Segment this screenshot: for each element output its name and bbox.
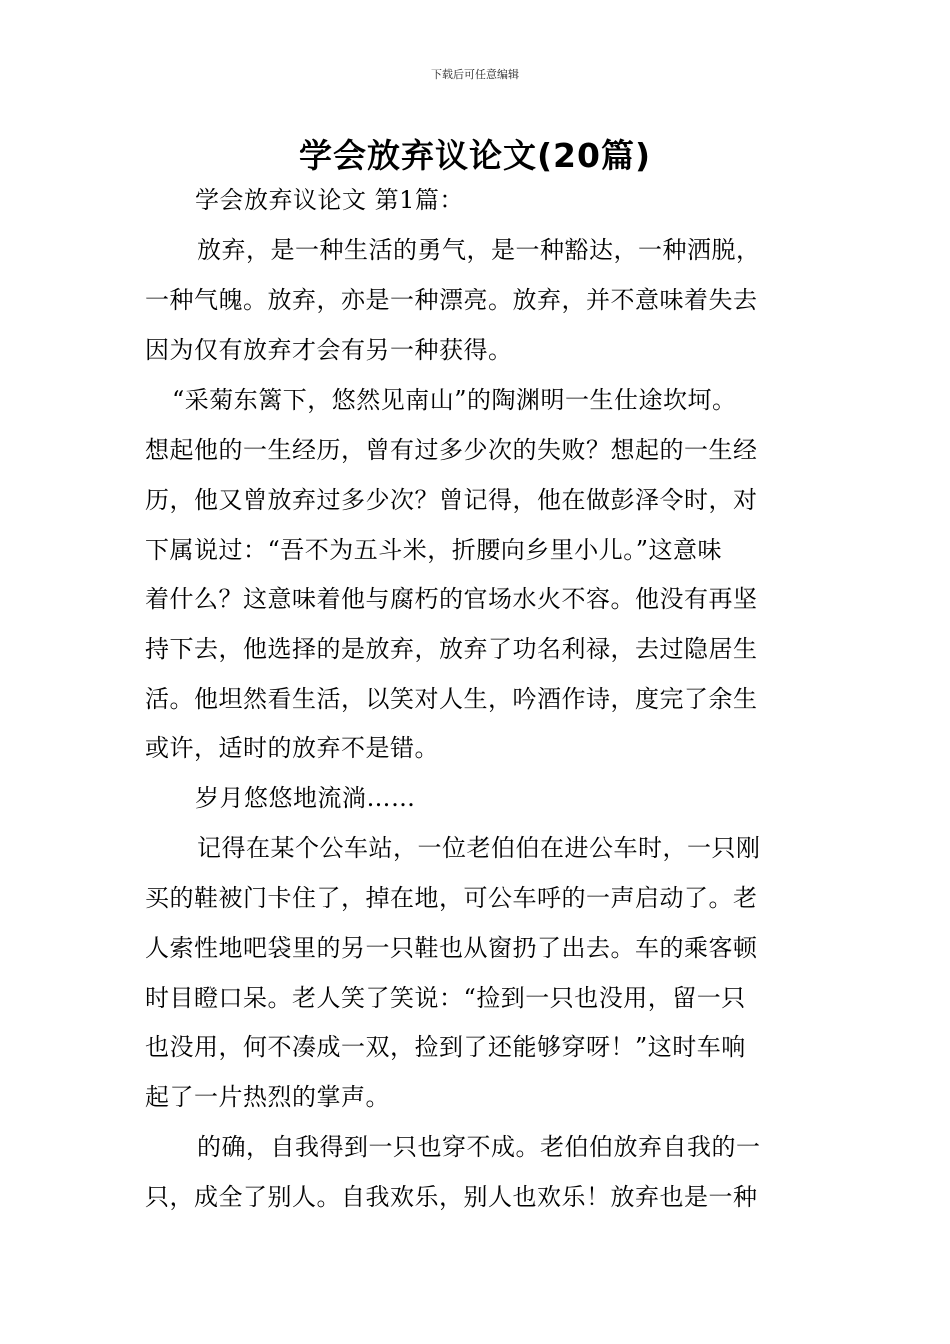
paragraph-line: 起了一片热烈的掌声。 xyxy=(145,1083,390,1111)
paragraph-line: 岁月悠悠地流淌…… xyxy=(195,784,416,812)
document-title: 学会放弃议论文(20篇) xyxy=(298,136,652,175)
paragraph-line: 的确，自我得到一只也穿不成。老伯伯放弃自我的一 xyxy=(197,1133,761,1161)
paragraph-line: 下属说过：“吾不为五斗米，折腰向乡里小儿。”这意味 xyxy=(145,536,723,564)
paragraph-line: 或许，适时的放弃不是错。 xyxy=(145,734,439,762)
paragraph-line: 买的鞋被门卡住了，掉在地，可公车呼的一声启动了。老 xyxy=(145,884,758,912)
paragraph-line: 着什么？这意味着他与腐朽的官场水火不容。他没有再坚 xyxy=(145,585,758,613)
paragraph-line: 持下去，他选择的是放弃，放弃了功名利禄，去过隐居生 xyxy=(145,635,758,663)
paragraph-line: 放弃，是一种生活的勇气，是一种豁达，一种洒脱， xyxy=(197,236,761,264)
paragraph-line: 一种气魄。放弃，亦是一种漂亮。放弃，并不意味着失去 xyxy=(145,286,758,314)
paragraph-line: 历，他又曾放弃过多少次？曾记得，他在做彭泽令时，对 xyxy=(145,486,758,514)
paragraph-line: 记得在某个公车站，一位老伯伯在进公车时，一只刚 xyxy=(197,834,761,862)
paragraph-line: 想起他的一生经历，曾有过多少次的失败？想起的一生经 xyxy=(145,436,758,464)
paragraph-line: 时目瞪口呆。老人笑了笑说：“捡到一只也没用，留一只 xyxy=(145,984,746,1012)
paragraph-line: 也没用，何不凑成一双，捡到了还能够穿呀！”这时车响 xyxy=(145,1033,746,1061)
paragraph-line: 人索性地吧袋里的另一只鞋也从窗扔了出去。车的乘客顿 xyxy=(145,934,758,962)
paragraph-line: 活。他坦然看生活，以笑对人生，吟酒作诗，度完了余生 xyxy=(145,685,758,713)
section-heading: 学会放弃议论文 第1篇： xyxy=(195,186,464,214)
paragraph-line: 只，成全了别人。自我欢乐，别人也欢乐！放弃也是一种 xyxy=(145,1183,758,1211)
paragraph-line: “采菊东篱下，悠然见南山”的陶渊明一生仕途坎坷。 xyxy=(172,386,737,414)
paragraph-line: 因为仅有放弃才会有另一种获得。 xyxy=(145,336,513,364)
page-header: 下载后可任意编辑 xyxy=(431,68,519,81)
